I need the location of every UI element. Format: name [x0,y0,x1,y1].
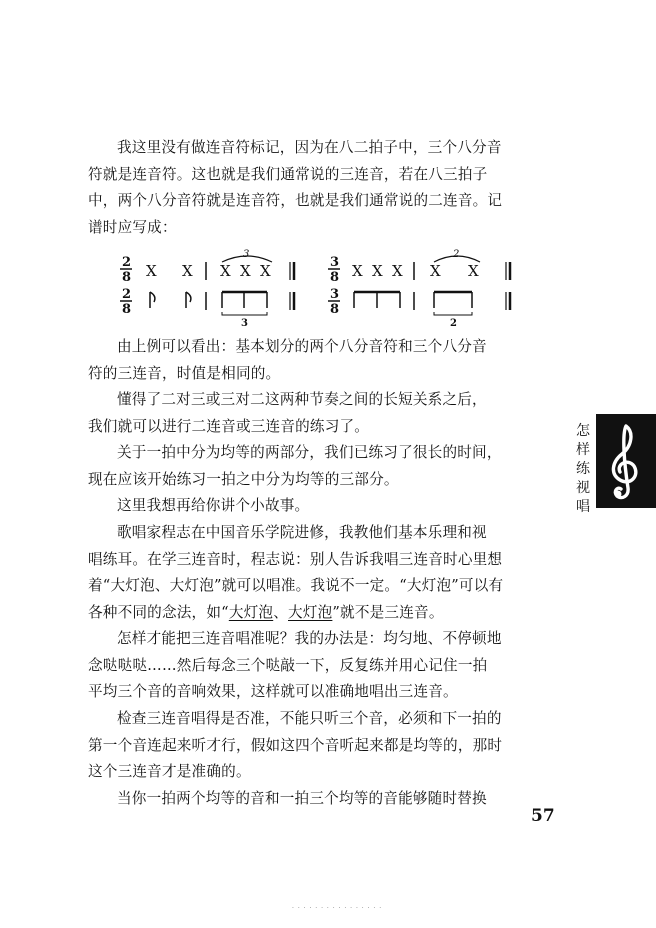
time-sig-denominator: 8 [330,302,340,317]
scan-artifact: · · · · · · · · · · · · · · · · [292,905,383,912]
paragraph-1 [88,135,558,241]
time-sig-denominator: 8 [122,302,132,317]
text-line: 这里我想再给你讲个小故事。 [117,497,310,514]
text-line: 我这里没有做连音符标记，因为在八二拍子中，三个八分音 [117,139,502,156]
paragraph-9 [88,786,558,813]
text-line: 这个三连音才是准确的。 [88,763,251,780]
tab-char: 怎 [576,423,590,439]
time-sig-denominator: 8 [330,270,340,285]
duplet-label: 2 [453,249,460,260]
paragraph-8 [88,706,558,786]
text-span: 各种不同的念法，如“ [88,603,229,621]
notation-row-notes [120,287,510,328]
paragraph-4 [88,440,558,493]
text-line: 歌唱家程志在中国音乐学院进修，我教他们基本乐理和视 [117,524,487,541]
x-note: X [468,262,479,280]
paragraph-5 [88,493,558,520]
triplet-label: 3 [241,318,248,328]
paragraph-7 [88,626,558,706]
page-number: 57 [531,806,555,826]
text-line [88,600,558,627]
x-note: X [240,262,251,280]
treble-clef-icon [604,422,646,502]
text-line: 念哒哒哒……然后每念三个哒敲一下，反复练并用心记住一拍 [88,656,488,674]
text-line: 检查三连音唱得是否准，不能只听三个音，必须和下一拍的 [117,710,502,727]
time-sig-numerator: 2 [122,255,132,270]
time-sig-numerator: 2 [122,287,132,302]
text-line: 中，两个八分音符就是连音符，也就是我们通常说的二连音。记 [88,192,503,209]
x-note: X [182,262,193,280]
x-note: X [430,262,441,280]
underlined-phrase: 大灯泡 [288,603,333,621]
beamed-eighths-icon [354,292,400,308]
paragraph-3 [88,387,558,440]
eighth-note-icon [186,292,191,308]
text-line: 关于一拍中分为均等的两部分，我们已练习了很长的时间， [117,444,502,461]
x-note: X [220,262,231,280]
x-note: X [392,262,403,280]
text-line: 平均三个音的音响效果，这样就可以准确地唱出三连音。 [88,683,458,700]
x-note: X [372,262,383,280]
text-line: 由上例可以看出：基本划分的两个八分音符和三个八分音 [117,338,487,355]
text-line: 怎样才能把三连音唱准呢？我的办法是：均匀地、不停顿地 [117,630,502,647]
rhythm-notation-example [112,248,532,328]
triplet-label: 3 [243,249,250,260]
chapter-tab-bar [596,414,656,508]
text-line: 谱时应写成： [88,218,177,236]
time-sig-denominator: 8 [122,270,132,285]
paragraph-2 [88,334,558,387]
text-span: 、 [273,603,288,621]
x-note: X [352,262,363,280]
tab-char: 视 [576,480,590,496]
chapter-side-tab [572,414,656,515]
tab-char: 练 [576,461,590,477]
text-span: ”就不是三连音。 [332,603,444,621]
underlined-phrase: 大灯泡 [228,603,274,621]
text-line: 第一个音连起来听才行，假如这四个音听起来都是均等的，那时 [88,736,503,754]
eighth-note-icon [150,292,155,308]
text-line: 着“大灯泡、大灯泡”就可以唱准。我说不一定。“大灯泡”可以有 [88,577,504,594]
beamed-triplet-icon [222,292,267,315]
text-line: 符就是连音符。这也就是我们通常说的三连音，若在八三拍子 [88,165,488,183]
tab-char: 样 [576,442,590,458]
tab-char: 唱 [576,499,590,515]
text-line: 当你一拍两个均等的音和一拍三个均等的音能够随时替换 [117,790,487,807]
text-line: 懂得了二对三或三对二这两种节奏之间的长短关系之后， [117,391,487,408]
duplet-label: 2 [450,318,457,328]
x-note: X [146,262,157,280]
beamed-duplet-icon [434,292,472,315]
text-line: 我们就可以进行二连音或三连音的练习了。 [88,417,370,435]
time-sig-numerator: 3 [330,287,340,302]
time-sig-numerator: 3 [330,255,340,270]
text-line: 现在应该开始练习一拍之中分为均等的三部分。 [88,470,399,488]
text-line: 符的三连音，时值是相同的。 [88,364,281,382]
x-note: X [260,262,271,280]
chapter-tab-label [572,422,594,517]
paragraph-6 [88,520,558,626]
notation-row-x [120,249,510,285]
text-line: 唱练耳。在学三连音时，程志说：别人告诉我唱三连音时心里想 [88,550,503,568]
